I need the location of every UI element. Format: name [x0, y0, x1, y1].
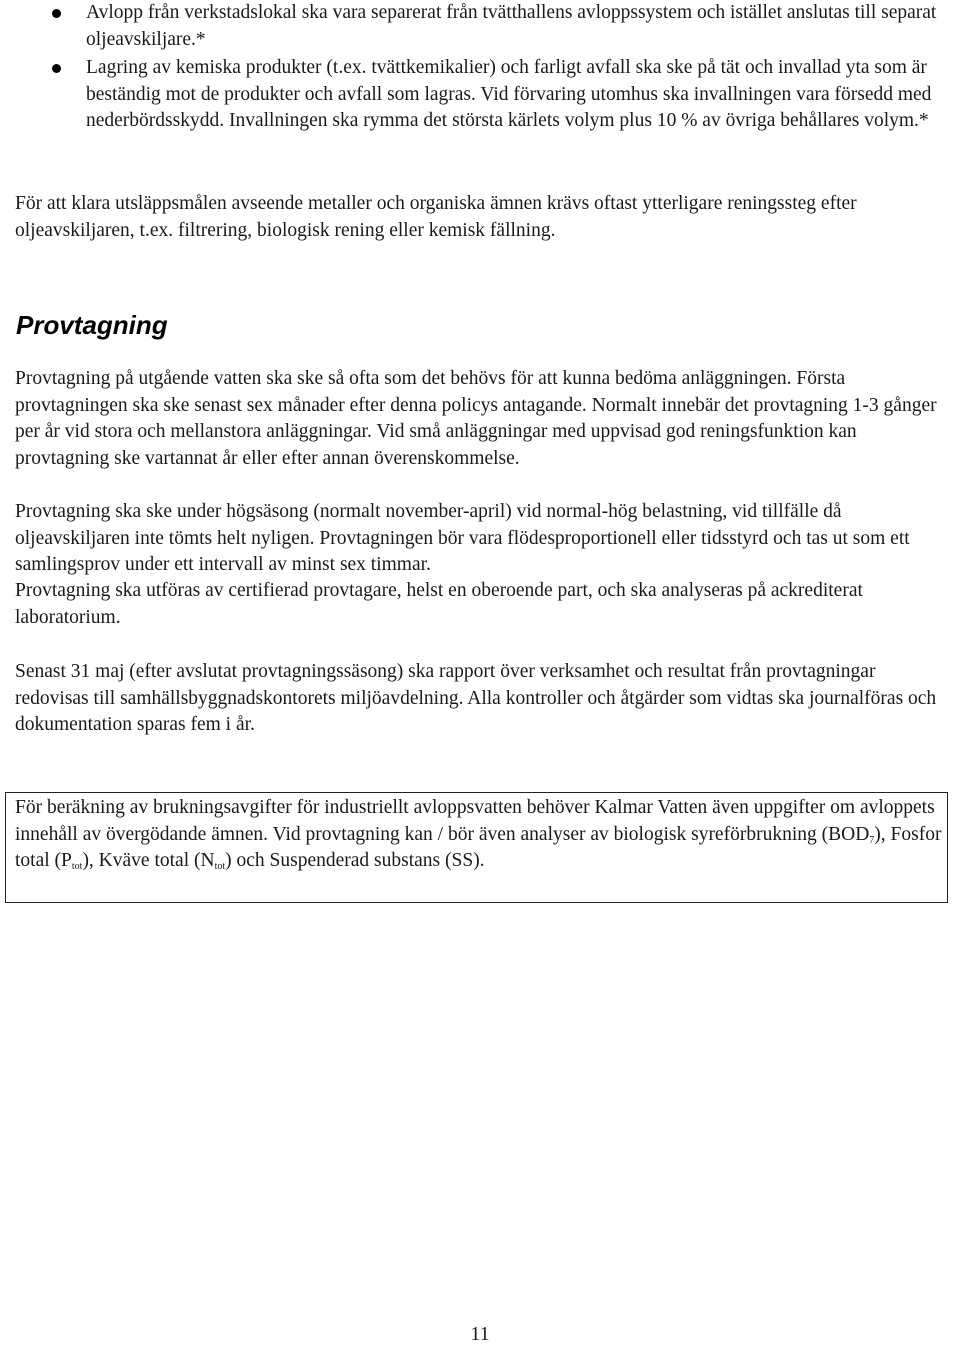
- bullet-text: Avlopp från verkstadslokal ska vara separerat från tvätthallens avloppssystem och istället anslutas till separat oljeavskiljare.*: [86, 2, 937, 50]
- intro-paragraph: För att klara utsläppsmålen avseende metaller och organiska ämnen krävs oftast ytterligare reningssteg efter oljeavskiljaren, t.ex. filtrering, biologisk rening eller kemisk fällning.: [15, 193, 857, 241]
- subscript: 7: [869, 834, 875, 846]
- boxed-note-text: För beräkning av brukningsavgifter för industriellt avloppsvatten behöver Kalmar Vatten även uppgifter om avloppets innehåll av övergödande ämnen. Vid provtagning kan / bör även analyser av biologisk syreförbrukning (BOD: [15, 797, 935, 845]
- boxed-note: [15, 795, 945, 875]
- paragraph-sampling-frequency: Provtagning på utgående vatten ska ske så ofta som det behövs för att kunna bedöma anläggningen. Första provtagningen ska ske senast sex månader efter denna policys antagande. Normalt innebär det provtagning 1-3 gånger per år vid stora och mellanstora anläggningar. Vid små anläggningar med uppvisad god reningsfunktion kan provtagning ske vartannat år eller efter annan överenskommelse.: [15, 368, 937, 469]
- paragraph-reporting: Senast 31 maj (efter avslutat provtagningssäsong) ska rapport över verksamhet och resultat från provtagningar redovisas till samhällsbyggnadskontorets miljöavdelning. Alla kontroller och åtgärder som vidtas ska journalföras och dokumentation sparas fem i år.: [15, 661, 937, 735]
- list-item: [0, 0, 946, 53]
- bullet-list: [0, 0, 960, 135]
- section-heading: Provtagning: [16, 310, 168, 340]
- subscript: tot: [214, 861, 226, 872]
- boxed-note-text: ), Fosfor total (P: [15, 823, 942, 871]
- paragraph-sampling-certification: Provtagning ska utföras av certifierad provtagare, helst en oberoende part, och ska analyseras på ackrediterat laboratorium.: [15, 580, 863, 628]
- subscript: tot: [71, 861, 83, 872]
- bullet-icon: [52, 64, 61, 73]
- bullet-icon: [52, 9, 61, 18]
- list-item: [0, 55, 946, 135]
- page-number: 11: [470, 1323, 490, 1345]
- boxed-note-text: ) och Suspenderad substans (SS).: [225, 850, 485, 871]
- boxed-note-text: ), Kväve total (N: [82, 850, 215, 871]
- bullet-text: Lagring av kemiska produkter (t.ex. tvättkemikalier) och farligt avfall ska ske på tät och invallad yta som är beständig mot de produkter och avfall som lagras. Vid förvaring utomhus ska invallningen vara försedd med nederbördsskydd. Invallningen ska rymma det största kärlets volym plus 10 % av övriga behållares volym.*: [86, 57, 932, 131]
- paragraph-sampling-conditions: Provtagning ska ske under högsäsong (normalt november-april) vid normal-hög belastning, vid tillfälle då oljeavskiljaren inte tömts helt nyligen. Provtagningen bör vara flödesproportionell eller tidsstyrd och tas ut som ett samlingsprov under ett intervall av minst sex timmar.: [15, 501, 910, 575]
